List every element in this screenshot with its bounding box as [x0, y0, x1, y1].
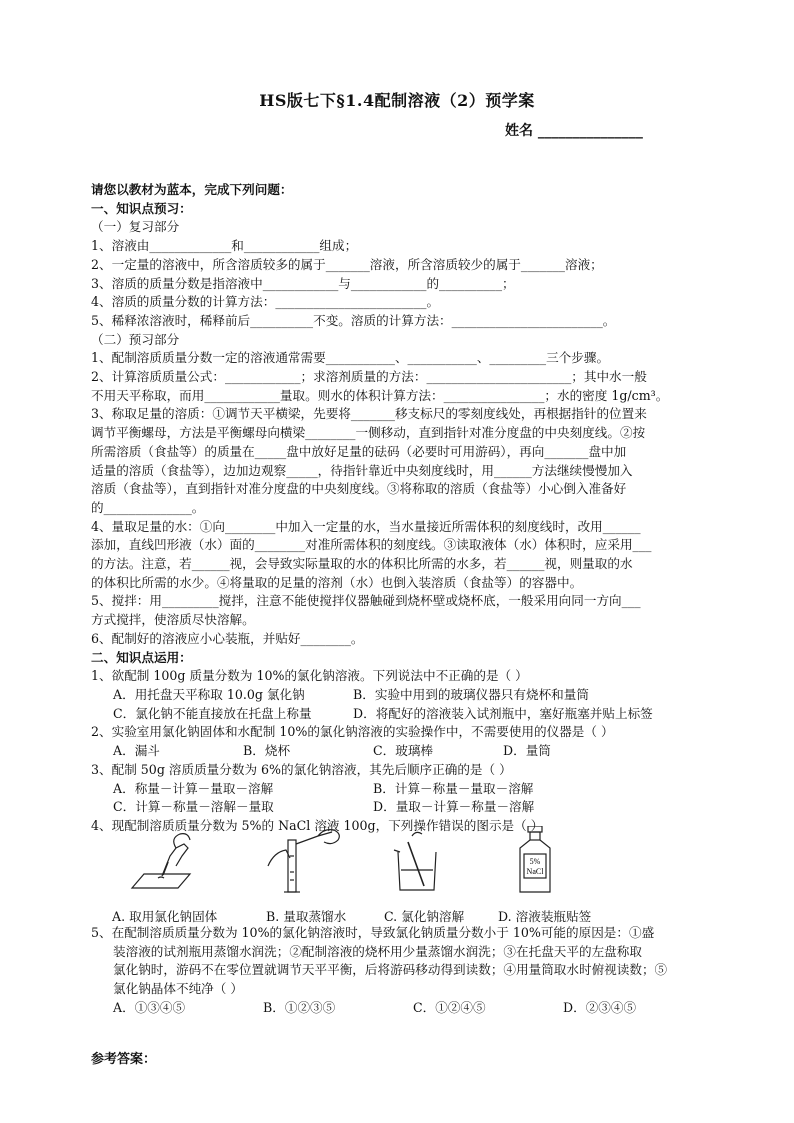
question-1-option-a: A．用托盘天平称取 10.0g 氯化钠 [113, 686, 305, 702]
question-1-stem: 1、欲配制 100g 质量分数为 10%的氯化钠溶液。下列说法中不正确的是（ ） [91, 668, 528, 684]
figure-caption-a: A. 取用氯化钠固体 [112, 909, 218, 924]
text-line: 3、溶质的质量分数是指溶液中____________与____________的__________； [91, 275, 515, 291]
question-5-option-c: C．①②④⑤ [413, 999, 486, 1015]
question-5-options [91, 999, 713, 1018]
text-line: 二、知识点运用： [91, 649, 192, 665]
question-1 [91, 667, 713, 723]
question-5-line-3: 氯化钠时，游码不在零位置就调节天平平衡，后将游码移动得到读数；④用量筒取水时俯视读数；⑤ [113, 962, 668, 978]
text-line: 调节平衡螺母，方法是平衡螺母向横梁________一侧移动，直到指针对准分度盘的中央刻度线。②按 [91, 425, 646, 441]
text-line: 不用天平称取，而用____________量取。则水的体积计算方法：________________；水的密度 1g/cm³。 [91, 387, 669, 403]
content-body [91, 181, 713, 836]
text-line: 溶质（食盐等），直到指针对准分度盘的中央刻度线。③将称取的溶质（食盐等）小心倒入准备好 [91, 481, 627, 497]
answers-label: 参考答案： [91, 1052, 157, 1067]
question-2-stem: 2、实验室用氯化钠固体和水配制 10%的氯化钠溶液的实验操作中，不需要使用的仪器是（ ） [91, 724, 614, 740]
question-2-option-b: B．烧杯 [243, 743, 291, 759]
figure-c-dissolving [394, 832, 436, 890]
text-line: 所需溶质（食盐等）的质量在_____盘中放好足量的砝码（必要时可用游码），再向_______盘中加 [91, 443, 627, 459]
question-3-options-ab [91, 780, 713, 799]
text-line: 6、配制好的溶液应小心装瓶，并贴好________。 [91, 630, 364, 646]
question-3-option-a: A．称量－计算－量取－溶解 [113, 780, 274, 796]
lab-operation-illustrations [118, 826, 678, 896]
text-line: 1、溶液由_____________和____________组成； [91, 238, 358, 254]
question-5-option-b: B．①②③⑤ [263, 999, 336, 1015]
question-5 [91, 924, 713, 1018]
question-2-option-d: D．量筒 [503, 743, 551, 759]
question-3-option-d: D．量取－计算－称量－溶解 [373, 799, 535, 815]
text-line: 方式搅拌，使溶质尽快溶解。 [91, 612, 255, 628]
text-line: 的方法。注意，若______视，会导致实际量取的水的体积比所需的水多，若______视，则量取的水 [91, 556, 633, 572]
text-line: 4、溶质的质量分数的计算方法：________________________。 [91, 294, 440, 310]
figure-caption-b: B. 量取蒸馏水 [266, 909, 347, 924]
text-line: （一）复习部分 [91, 219, 180, 235]
bottle-label-percent: 5% [529, 857, 541, 866]
text-line: 2、一定量的溶液中，所含溶质较多的属于_______溶液，所含溶质较少的属于_______溶液； [91, 256, 603, 272]
question-1-option-c: C．氯化钠不能直接放在托盘上称量 [113, 705, 312, 721]
text-line: 2、计算溶质质量公式：____________；求溶剂质量的方法：_______________________；其中水一般 [91, 369, 647, 385]
text-line: 适量的溶质（食盐等），边加边观察_____，待指针靠近中央刻度线时，用______方法继续慢慢加入 [91, 462, 633, 478]
figure-caption-d: D. 溶液装瓶贴签 [498, 909, 592, 924]
question-3-option-b: B．计算－称量－量取－溶解 [373, 780, 534, 796]
text-line: 请您以教材为蓝本，完成下列问题： [91, 182, 293, 197]
question-2-option-c: C．玻璃棒 [373, 743, 434, 759]
question-2-options [91, 742, 713, 761]
bottle-label-nacl: NaCl [526, 867, 544, 876]
figure-caption-c: C. 氯化钠溶解 [384, 909, 465, 924]
question-1-options-cd [91, 705, 713, 724]
question-2 [91, 723, 713, 760]
question-3-options-cd [91, 798, 713, 817]
text-line: 的______________。 [91, 499, 205, 515]
question-1-option-b: B．实验中用到的玻璃仪器只有烧杯和量筒 [353, 686, 589, 702]
text-line: 5、稀释浓溶液时，稀释前后__________不变。溶质的计算方法：________________________。 [91, 312, 616, 328]
text-lines [91, 181, 713, 667]
question-2-option-a: A．漏斗 [113, 743, 160, 759]
question-5-option-a: A．①③④⑤ [113, 999, 186, 1015]
question-1-options-ab [91, 686, 713, 705]
text-line: 1、配制溶质质量分数一定的溶液通常需要___________、___________、_________三个步骤。 [91, 350, 610, 366]
figure-b-measuring-water [268, 830, 339, 892]
text-line: （二）预习部分 [91, 331, 180, 347]
text-line: 3、称取足量的溶质：①调节天平横梁，先要将_______移支标尺的零刻度线处，再根据指针的位置来 [91, 406, 647, 422]
text-line: 的体积比所需的水少。④将量取的足量的溶剂（水）也倒入装溶质（食盐等）的容器中。 [91, 574, 583, 590]
figure-a-taking-solid [132, 834, 190, 888]
text-line: 4、量取足量的水：①向________中加入一定量的水，当水量接近所需体积的刻度线时，改用______ [91, 518, 641, 534]
question-5-line-1: 5、在配制溶质质量分数为 10%的氯化钠溶液时，导致氯化钠质量分数小于 10%可能的原因是：①盛 [91, 925, 655, 940]
question-5-option-d: D．②③④⑤ [563, 999, 637, 1015]
text-line: 一、知识点预习： [91, 200, 192, 216]
question-5-line-2: 装溶液的试剂瓶用蒸馏水润洗；②配制溶液的烧杯用少量蒸馏水润洗；③在托盘天平的左盘称取 [113, 943, 642, 959]
page-title: HS版七下§1.4配制溶液（2）预学案 [259, 91, 535, 110]
text-line: 添加，直线凹形液（水）面的________对准所需体积的刻度线。③读取液体（水）体积时，应采用___ [91, 537, 652, 553]
question-5-line-4: 氯化钠晶体不纯净（ ） [113, 981, 243, 997]
question-1-option-d: D．将配好的溶液装入试剂瓶中，塞好瓶塞并贴上标签 [353, 705, 653, 721]
question-4-figures [118, 826, 678, 896]
question-3-stem: 3、配制 50g 溶质质量分数为 6%的氯化钠溶液，其先后顺序正确的是（ ） [91, 761, 512, 777]
text-line: 5、搅拌：用_________搅拌，注意不能使搅拌仪器触碰到烧杯壁或烧杯底，一般采用向同一方向___ [91, 593, 641, 609]
question-4-stem: 4、现配制溶质质量分数为 5%的 NaCl 溶液 100g，下列操作错误的图示是（ ） [91, 817, 544, 833]
question-3-option-c: C．计算－称量－溶解－量取 [113, 799, 274, 815]
name-field-label: 姓名 _______________ [505, 123, 643, 139]
question-3 [91, 761, 713, 817]
